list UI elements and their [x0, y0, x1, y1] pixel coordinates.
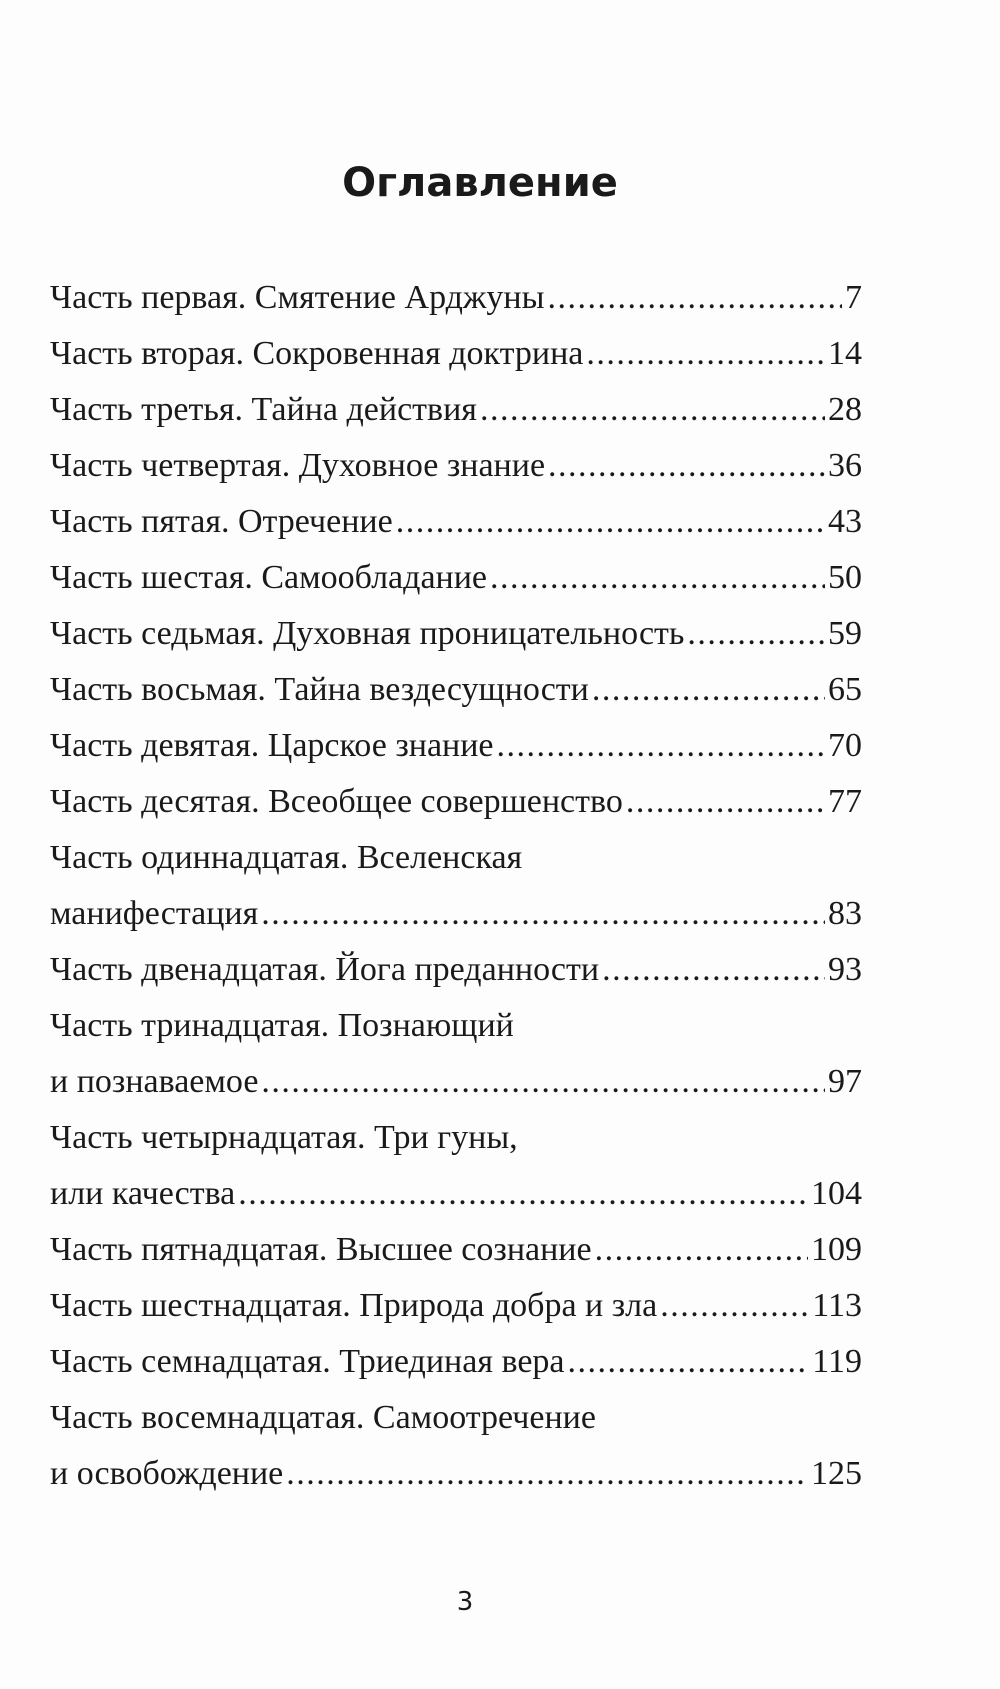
- toc-entry: [50, 1222, 862, 1278]
- dot-leader: [660, 1278, 809, 1334]
- dot-leader: [626, 774, 825, 830]
- toc-entry: [50, 886, 862, 942]
- dot-leader: [396, 494, 825, 550]
- dot-leader: [261, 886, 825, 942]
- toc-entry-title: манифестация: [50, 895, 259, 932]
- toc-entry: [50, 774, 862, 830]
- toc-entry-title: Часть четвертая. Духовное знание: [50, 447, 546, 484]
- toc-entry: [50, 494, 862, 550]
- toc-entry: [50, 550, 862, 606]
- toc-entry-page: 93: [828, 951, 862, 988]
- toc-entry: [50, 1278, 862, 1334]
- toc-entry-title: Часть одиннадцатая. Вселенская: [50, 839, 523, 876]
- toc-entry-page: 125: [811, 1455, 862, 1492]
- dot-leader: [595, 1222, 808, 1278]
- toc-entry-first-line: [50, 830, 862, 886]
- toc-entry-title: Часть десятая. Всеобщее совершенство: [50, 783, 623, 820]
- toc-entry-title: Часть третья. Тайна действия: [50, 391, 477, 428]
- toc-entry: [50, 382, 862, 438]
- toc-entry-title: Часть седьмая. Духовная проницательность: [50, 615, 685, 652]
- toc-entry-page: 109: [811, 1231, 862, 1268]
- dot-leader: [286, 1446, 808, 1502]
- toc-entry-page: 65: [828, 671, 862, 708]
- toc-entry: [50, 942, 862, 998]
- dot-leader: [238, 1166, 808, 1222]
- toc-entry-page: 43: [828, 503, 862, 540]
- page-number: 3: [456, 1587, 474, 1617]
- toc-entry-title: Часть пятая. Отречение: [50, 503, 393, 540]
- toc-entry-title: Часть пятнадцатая. Высшее сознание: [50, 1231, 592, 1268]
- toc-entry-page: 70: [828, 727, 862, 764]
- toc-entry: [50, 1334, 862, 1390]
- dot-leader: [687, 606, 825, 662]
- toc-entry: [50, 662, 862, 718]
- toc-entry-first-line: [50, 1110, 862, 1166]
- dot-leader: [548, 438, 825, 494]
- toc-entry: [50, 1054, 862, 1110]
- toc-entry-title: Часть первая. Смятение Арджуны: [50, 279, 545, 316]
- dot-leader: [602, 942, 825, 998]
- toc-entry-page: 28: [828, 391, 862, 428]
- toc-entry: [50, 326, 862, 382]
- toc-entry-page: 7: [845, 279, 862, 316]
- toc-entry-title: Часть восемнадцатая. Самоотречение: [50, 1399, 596, 1436]
- toc-entry: [50, 606, 862, 662]
- dot-leader: [568, 1334, 810, 1390]
- toc-entry-first-line: [50, 998, 862, 1054]
- toc-entry-title: Часть девятая. Царское знание: [50, 727, 494, 764]
- toc-entry-page: 50: [828, 559, 862, 596]
- toc-entry-page: 14: [828, 335, 862, 372]
- toc-entry-first-line: [50, 1390, 862, 1446]
- toc-entry-title: или качества: [50, 1175, 236, 1212]
- toc-entry: [50, 438, 862, 494]
- toc-entry: [50, 718, 862, 774]
- toc-entry-page: 119: [812, 1343, 862, 1380]
- toc-entry-page: 97: [828, 1063, 862, 1100]
- dot-leader: [261, 1054, 825, 1110]
- toc-entry-page: 77: [828, 783, 862, 820]
- toc-entry-title: и освобождение: [50, 1455, 284, 1492]
- toc-entry-title: Часть восьмая. Тайна вездесущности: [50, 671, 589, 708]
- toc-entry-title: Часть шестая. Самообладание: [50, 559, 488, 596]
- dot-leader: [586, 326, 825, 382]
- toc-entry: [50, 270, 862, 326]
- toc-entry-page: 113: [812, 1287, 862, 1324]
- table-of-contents: [50, 270, 862, 1502]
- dot-leader: [592, 662, 825, 718]
- toc-entry-title: Часть тринадцатая. Познающий: [50, 1007, 514, 1044]
- toc-entry-title: и познаваемое: [50, 1063, 259, 1100]
- dot-leader: [490, 550, 825, 606]
- dot-leader: [547, 270, 842, 326]
- dot-leader: [480, 382, 825, 438]
- toc-entry-title: Часть вторая. Сокровенная доктрина: [50, 335, 584, 372]
- toc-entry-title: Часть шестнадцатая. Природа добра и зла: [50, 1287, 658, 1324]
- toc-entry-page: 104: [811, 1175, 862, 1212]
- toc-entry-title: Часть семнадцатая. Триединая вера: [50, 1343, 565, 1380]
- toc-entry: [50, 1446, 862, 1502]
- toc-entry-page: 59: [828, 615, 862, 652]
- toc-entry-page: 36: [828, 447, 862, 484]
- toc-entry-title: Часть четырнадцатая. Три гуны,: [50, 1119, 518, 1156]
- toc-entry-title: Часть двенадцатая. Йога преданности: [50, 951, 600, 988]
- toc-entry: [50, 1166, 862, 1222]
- toc-entry-page: 83: [828, 895, 862, 932]
- dot-leader: [497, 718, 825, 774]
- page-title: Оглавление: [342, 160, 618, 206]
